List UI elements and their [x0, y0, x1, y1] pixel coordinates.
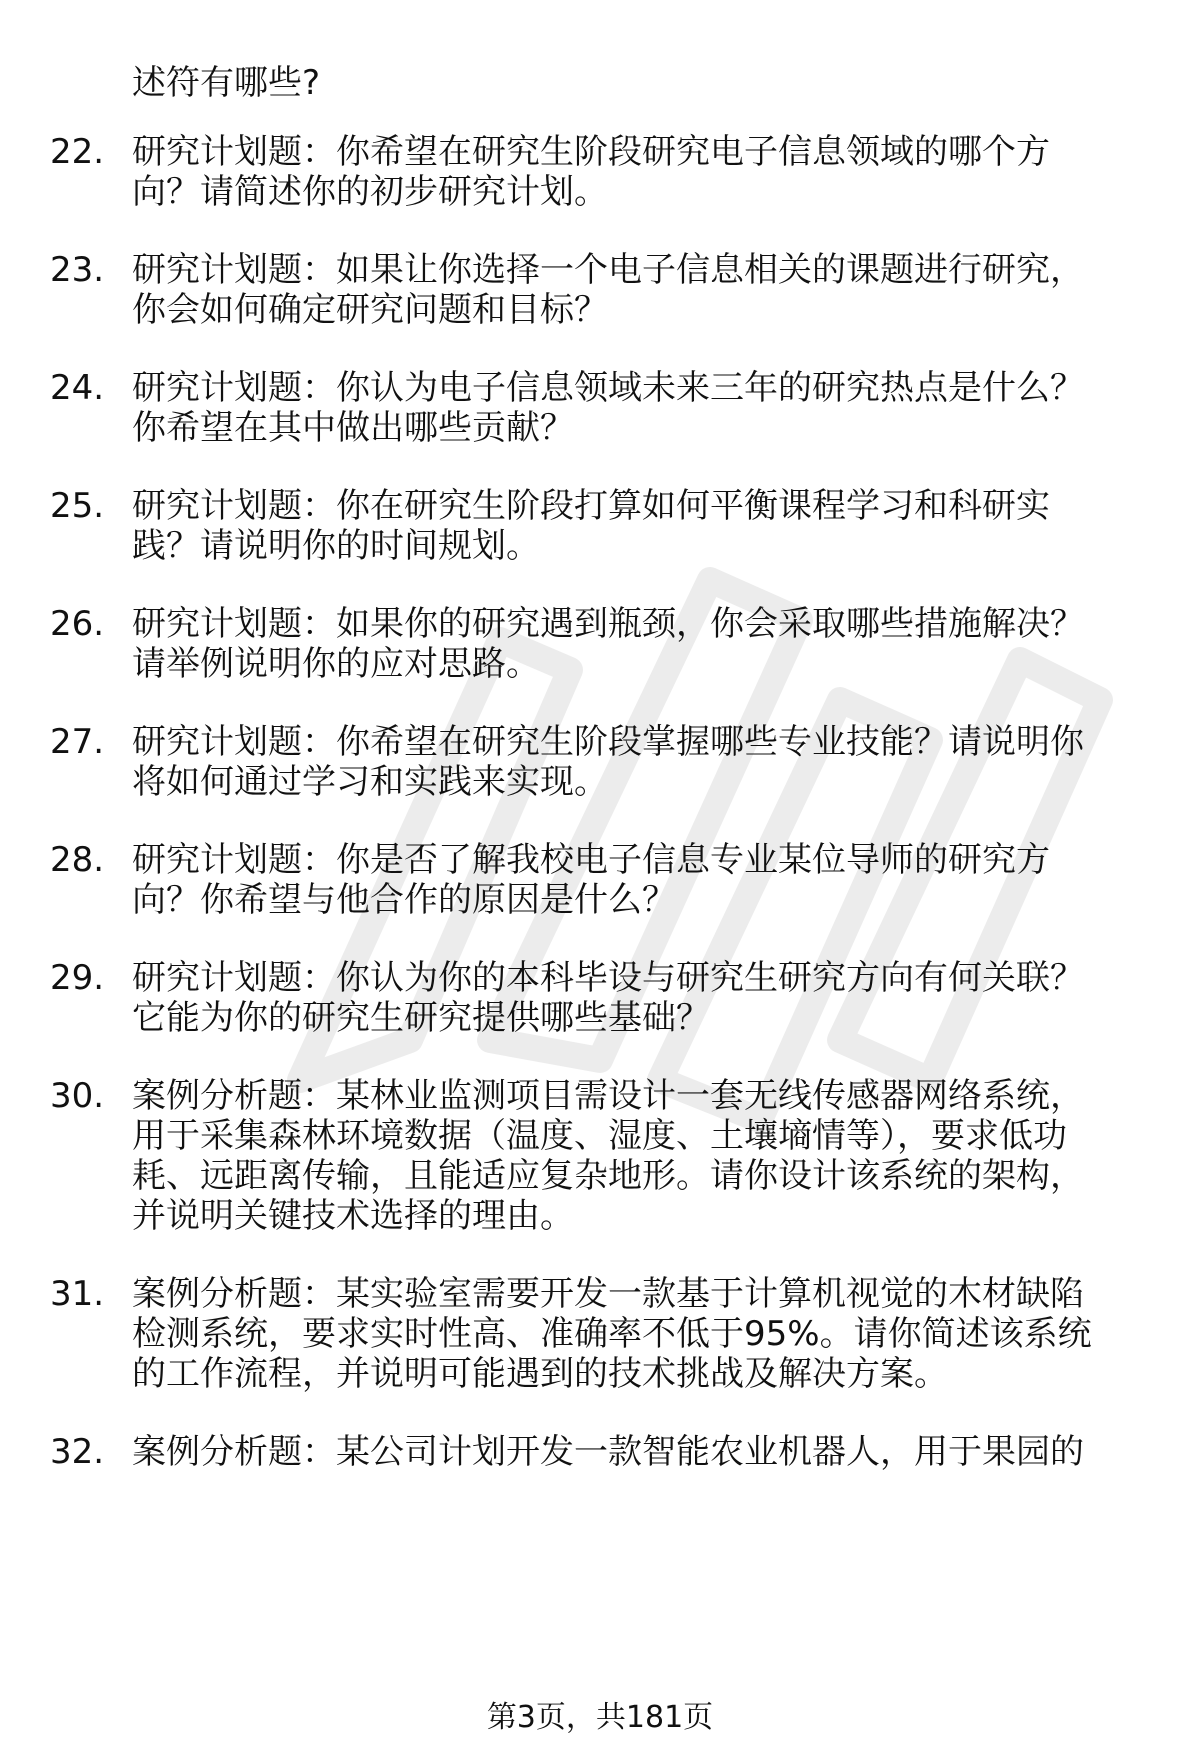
question-line: 践？请说明你的时间规划。	[132, 526, 540, 566]
question-line: 用于采集森林环境数据（温度、湿度、土壤墒情等），要求低功	[132, 1116, 1067, 1156]
question-line: 你希望在其中做出哪些贡献？	[132, 408, 574, 448]
question-line: 案例分析题：某林业监测项目需设计一套无线传感器网络系统，	[132, 1076, 1084, 1116]
question-number: 29.	[50, 958, 105, 998]
question-line: 案例分析题：某公司计划开发一款智能农业机器人，用于果园的	[132, 1432, 1084, 1472]
question-number: 25.	[50, 486, 105, 526]
question-number: 26.	[50, 604, 105, 644]
question-number: 24.	[50, 368, 105, 408]
question-line: 请举例说明你的应对思路。	[132, 644, 540, 684]
question-line: 它能为你的研究生研究提供哪些基础？	[132, 998, 710, 1038]
question-number: 27.	[50, 722, 105, 762]
question-line: 研究计划题：你希望在研究生阶段掌握哪些专业技能？请说明你	[132, 722, 1084, 762]
question-line: 研究计划题：如果让你选择一个电子信息相关的课题进行研究，	[132, 250, 1084, 290]
question-number: 32.	[50, 1432, 105, 1472]
question-line: 并说明关键技术选择的理由。	[132, 1196, 574, 1236]
question-line: 将如何通过学习和实践来实现。	[132, 762, 608, 802]
question-line: 研究计划题：你认为电子信息领域未来三年的研究热点是什么？	[132, 368, 1084, 408]
question-number: 31.	[50, 1274, 105, 1314]
question-line: 研究计划题：你是否了解我校电子信息专业某位导师的研究方	[132, 840, 1050, 880]
continued-question-text: 述符有哪些?	[132, 63, 321, 103]
question-line: 向？请简述你的初步研究计划。	[132, 172, 608, 212]
question-line: 研究计划题：你认为你的本科毕设与研究生研究方向有何关联？	[132, 958, 1084, 998]
question-line: 研究计划题：如果你的研究遇到瓶颈，你会采取哪些措施解决？	[132, 604, 1084, 644]
question-line: 案例分析题：某实验室需要开发一款基于计算机视觉的木材缺陷	[132, 1274, 1084, 1314]
question-number: 23.	[50, 250, 105, 290]
page-footer: 第3页，共181页	[486, 1700, 714, 1735]
question-line: 的工作流程，并说明可能遇到的技术挑战及解决方案。	[132, 1354, 948, 1394]
question-number: 28.	[50, 840, 105, 880]
question-line: 研究计划题：你在研究生阶段打算如何平衡课程学习和科研实	[132, 486, 1050, 526]
question-line: 研究计划题：你希望在研究生阶段研究电子信息领域的哪个方	[132, 132, 1050, 172]
question-line: 耗、远距离传输，且能适应复杂地形。请你设计该系统的架构，	[132, 1156, 1084, 1196]
question-number: 22.	[50, 132, 105, 172]
question-line: 向？你希望与他合作的原因是什么？	[132, 880, 676, 920]
question-number: 30.	[50, 1076, 105, 1116]
question-line: 你会如何确定研究问题和目标？	[132, 290, 608, 330]
question-line: 检测系统，要求实时性高、准确率不低于95%。请你简述该系统	[132, 1314, 1092, 1354]
